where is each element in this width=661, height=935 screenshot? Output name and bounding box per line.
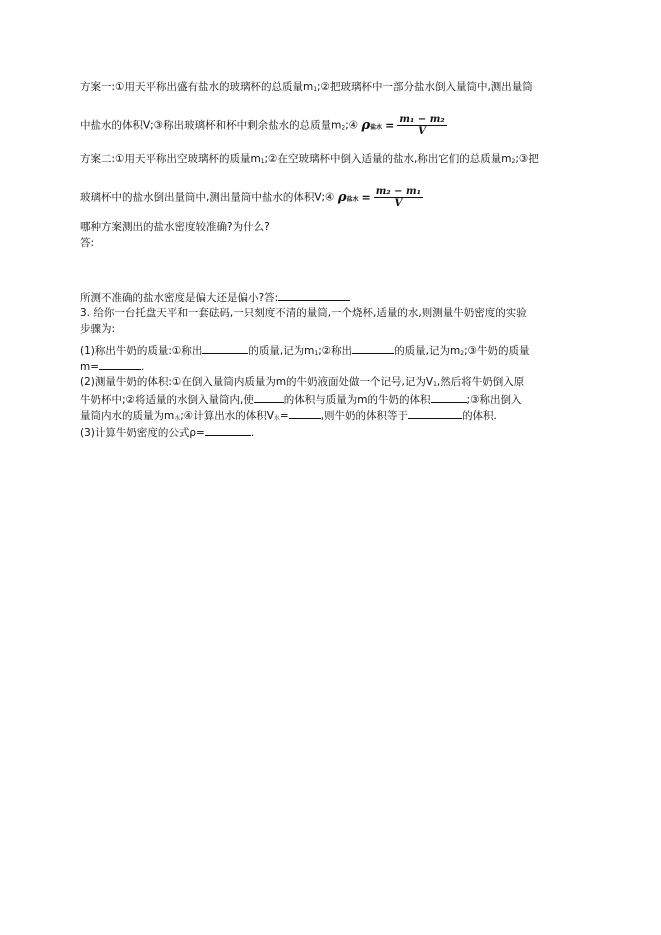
rho-symbol [362,118,383,133]
step2-text-h: = [279,410,289,422]
step1-text-a: (1)称出牛奶的质量:①称出 [80,345,203,357]
fraction-numerator: m₂ − m₁ [375,186,421,197]
plan2-text-a: 方案二:①用天平称出空玻璃杯的质量m [80,153,261,165]
q3-line1: 3. 给你一台托盘天平和一套砝码,一只刻度不清的量筒,一个烧杯,适量的水,则测量牛奶密度的实验 [80,307,527,319]
subscript: 1 [433,381,437,388]
subscript: 水 [174,415,181,422]
blank-8[interactable] [205,424,251,436]
plan2-line2 [80,186,423,209]
blank-3[interactable] [99,358,141,370]
fraction-denominator: V [418,126,426,137]
q3-line2: 步骤为: [80,323,116,335]
answer-label: 答: [80,237,95,249]
equals-sign: = [361,190,371,204]
step2-line1 [80,375,524,392]
step1-text-e: ;③牛奶的质量 [464,345,530,357]
subscript: 1 [313,86,318,93]
step1-text-c: ;②称出 [318,345,353,357]
subscript: 水 [273,415,280,422]
rho-symbol [338,190,359,205]
step3-text-b: . [250,427,255,439]
step1-text-g: . [141,361,145,373]
followup-text: 所测不准确的盐水密度是偏大还是偏小?答: [80,292,279,304]
subscript: 1 [260,158,265,165]
blank-1[interactable] [202,342,248,354]
subscript: 2 [341,124,346,132]
step2-text-c: 牛奶杯中;②将适量的水倒入量筒内,使 [80,394,254,406]
answer-blank[interactable] [278,289,350,301]
rho-letter: ρ [337,189,347,205]
step2-text-i: ,则牛奶的体积等于 [320,410,409,422]
step2-text-b: ,然后将牛奶倒入原 [436,376,525,388]
fraction-denominator: V [394,198,403,209]
density-fraction [397,114,446,137]
step2-text-g: ;④计算出水的体积V [180,410,274,422]
rho-subscript: 盐水 [370,123,383,131]
plan2-text-c: ;③把 [515,153,539,165]
blank-2[interactable] [352,342,394,354]
step2-text-j: 的体积. [462,410,497,422]
blank-6[interactable] [289,407,321,419]
plan1-text-a: 方案一:①用天平称出盛有盐水的玻璃杯的总质量m [80,81,314,93]
step1-text-b: 的质量,记为m [248,345,315,357]
step2-text-f: 量筒内水的质量为m [80,410,175,422]
plan2-line1 [80,152,539,169]
plan1-text-d: ;④ [345,119,359,132]
step2-text-e: ;③称出倒入 [466,394,522,406]
subscript: 2 [511,158,516,165]
subscript: 2 [460,350,465,357]
step1-text-d: 的质量,记为m [394,345,461,357]
step3-text-a: (3)计算牛奶密度的公式ρ= [80,427,205,439]
plan1-text-b: ;②把玻璃杯中一部分盐水倒入量筒中,测出量筒 [317,81,533,93]
plan2-text-d: 玻璃杯中的盐水倒出量筒中,测出量筒中盐水的体积V;④ [80,191,335,204]
fraction-numerator: m₁ − m₂ [399,114,445,125]
blank-7[interactable] [408,407,462,419]
equals-sign: = [385,118,395,132]
plan1-text-c: 中盐水的体积V;③称出玻璃杯和杯中剩余盐水的总质量m [80,119,342,132]
followup-question [80,289,350,305]
plan2-text-b: ;②在空玻璃杯中倒入适量的盐水,称出它们的总质量m [264,153,512,165]
step1-line1 [80,342,530,361]
question-line: 哪种方案测出的盐水密度较准确?为什么? [80,221,270,233]
step2-text-d: 的体积与质量为m的牛奶的体积 [283,394,431,406]
step3-line [80,424,254,440]
blank-4[interactable] [254,391,284,403]
subscript: 1 [314,350,319,357]
step1-text-f: m= [80,361,100,373]
rho-subscript: 盐水 [346,195,359,203]
step2-text-a: (2)测量牛奶的体积:①在倒入量筒内质量为m的牛奶液面处做一个记号,记为V [80,376,434,388]
rho-letter: ρ [361,117,371,133]
blank-5[interactable] [431,391,467,403]
step2-line2 [80,391,521,407]
step1-line2 [80,358,144,374]
plan1-line1 [80,80,533,97]
plan1-line2 [80,114,447,137]
density-fraction [374,186,423,209]
